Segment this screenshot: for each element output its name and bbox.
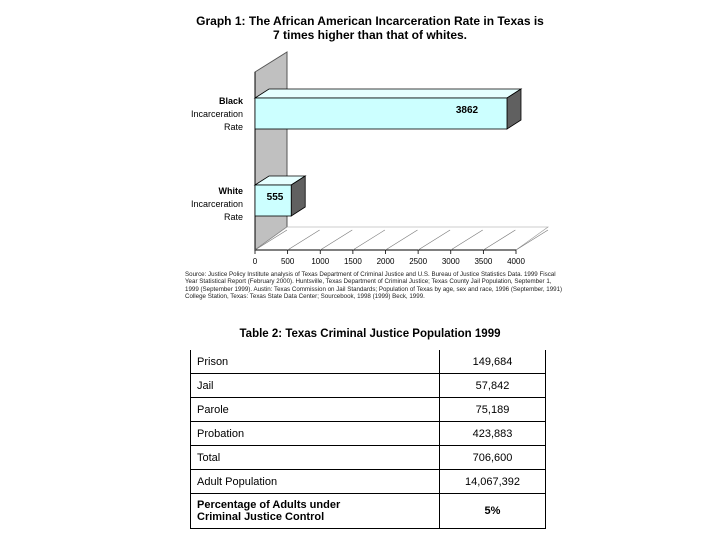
row-label: Total [191, 446, 440, 470]
row-label: Parole [191, 398, 440, 422]
row-value: 5% [440, 494, 546, 529]
bar-value-label: 555 [266, 192, 284, 203]
chart-floor [255, 227, 548, 250]
chart-title-line-1: Graph 1: The African American Incarceration Rate in Texas is [196, 14, 544, 28]
x-tick-label: 0 [252, 257, 258, 266]
row-label: Probation [191, 422, 440, 446]
row-label: Jail [191, 374, 440, 398]
chart-back-wall [255, 52, 287, 250]
row-value: 423,883 [440, 422, 546, 446]
chart-title-line-2: 7 times higher than that of whites. [272, 28, 468, 42]
table-row [191, 422, 546, 446]
category-label-line: Rate [223, 122, 243, 132]
table-row [191, 470, 546, 494]
x-tick-label: 1500 [343, 257, 362, 266]
x-tick-label: 2000 [376, 257, 395, 266]
row-value: 57,842 [440, 374, 546, 398]
row-label-line: Percentage of Adults under [197, 499, 341, 511]
bar-value-label: 3862 [455, 105, 479, 116]
table-row [191, 350, 546, 374]
category-label-name: White [218, 186, 243, 196]
table-row [191, 374, 546, 398]
category-labels [191, 96, 244, 222]
bars [255, 89, 521, 216]
row-value: 14,067,392 [440, 470, 546, 494]
table-row [191, 398, 546, 422]
x-tick-label: 1000 [311, 257, 330, 266]
row-label: Adult Population [191, 470, 440, 494]
row-value: 706,600 [440, 446, 546, 470]
table-row-percentage [191, 494, 546, 529]
row-label: Prison [191, 350, 440, 374]
category-label-line: Rate [223, 212, 243, 222]
bar-top-face [255, 89, 521, 98]
population-table [190, 350, 546, 529]
x-tick-label: 3000 [441, 257, 460, 266]
x-tick-label: 4000 [507, 257, 525, 266]
row-label [191, 494, 440, 529]
row-value: 149,684 [440, 350, 546, 374]
x-tick-label: 2500 [409, 257, 428, 266]
category-label-line: Incarceration [190, 199, 243, 209]
source-note: Source: Justice Policy Institute analysis of Texas Department of Criminal Justice and U.S. Bureau of Justice Statistics Data. 1999 Fiscal Year Statistical Report (February 2000). Huntsville, Texas Department of Criminal Justice; Texas County Jail Population, September 1, 1999 (September 1999). Austin: Texas Commission on Jail Standards; Population of Texas by age, sex and race, 1996 (September, 1991) College Station, Texas: Texas State Data Center; Sourcebook, 1998 (1999) Beck, 1999. [185, 271, 563, 301]
category-label-line: Incarceration [190, 109, 243, 119]
table-row [191, 446, 546, 470]
table-title: Table 2: Texas Criminal Justice Population 1999 [239, 328, 501, 340]
row-value: 75,189 [440, 398, 546, 422]
x-tick-label: 3500 [474, 257, 493, 266]
x-tick-label: 500 [280, 257, 295, 266]
row-label-line: Criminal Justice Control [197, 511, 325, 523]
category-label-name: Black [218, 96, 243, 106]
